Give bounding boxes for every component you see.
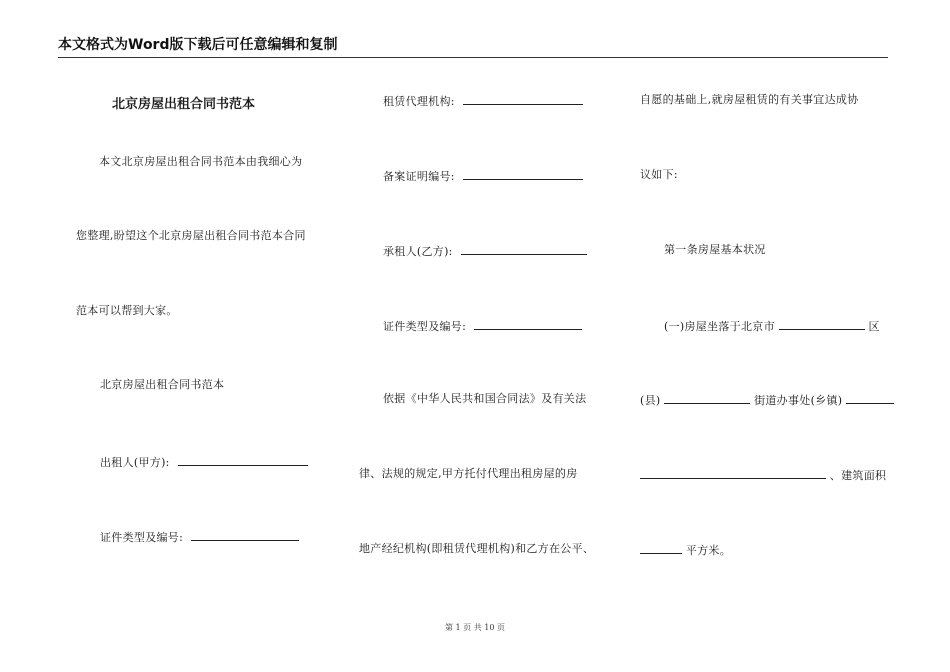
township-blank — [846, 392, 894, 404]
page-footer: 第 1 页 共 10 页 — [445, 623, 505, 632]
lessor-field — [100, 454, 308, 470]
location-a-label: (一)房屋坐落于北京市 — [664, 320, 775, 333]
intro-line-1: 本文北京房屋出租合同书范本由我细心为 — [99, 155, 303, 168]
street-blank — [664, 392, 750, 404]
location-a-end: 区 — [868, 320, 880, 333]
record-no-field — [383, 168, 583, 184]
cont-line-1: 自愿的基础上,就房屋租赁的有关事宜达成协 — [640, 93, 859, 106]
article-1-heading: 第一条房屋基本状况 — [664, 243, 766, 256]
district-blank — [779, 318, 865, 330]
location-line-a — [664, 318, 880, 334]
sqm-line — [640, 542, 731, 558]
lessee-field — [383, 243, 587, 259]
lessee-id-field — [383, 318, 582, 334]
area-line — [640, 467, 886, 483]
lessee-blank — [461, 243, 587, 255]
subtitle: 北京房屋出租合同书范本 — [100, 378, 225, 391]
agent-blank — [463, 93, 583, 105]
lessee-id-label: 证件类型及编号: — [383, 320, 467, 333]
agent-label: 租赁代理机构: — [383, 95, 455, 108]
location-b-label: (县) — [640, 394, 661, 407]
record-no-label: 备案证明编号: — [383, 170, 455, 183]
lessor-id-field — [100, 529, 299, 545]
location-line-b — [640, 392, 894, 408]
record-no-blank — [463, 168, 583, 180]
area-blank — [640, 542, 682, 554]
intro-line-2: 您整理,盼望这个北京房屋出租合同书范本合同 — [76, 229, 306, 242]
page-header: 本文格式为Word版下载后可任意编辑和复制 — [58, 34, 888, 58]
lessor-id-blank — [191, 529, 299, 541]
lessee-id-blank — [474, 318, 582, 330]
basis-line-3: 地产经纪机构(即租赁代理机构)和乙方在公平、 — [359, 542, 595, 555]
area-label: 、建筑面积 — [829, 469, 887, 482]
basis-line-1: 依据《中华人民共和国合同法》及有关法 — [383, 392, 587, 405]
lessee-label: 承租人(乙方): — [383, 245, 453, 258]
lessor-label: 出租人(甲方): — [100, 456, 170, 469]
cont-line-2: 议如下: — [640, 168, 678, 181]
agent-field — [383, 93, 583, 109]
address-blank — [640, 467, 826, 479]
intro-line-3: 范本可以帮到大家。 — [76, 304, 178, 317]
lessor-id-label: 证件类型及编号: — [100, 531, 184, 544]
basis-line-2: 律、法规的规定,甲方托付代理出租房屋的房 — [359, 467, 578, 480]
document-title: 北京房屋出租合同书范本 — [112, 97, 256, 112]
sqm-label: 平方米。 — [685, 544, 731, 557]
lessor-blank — [178, 454, 308, 466]
location-b-mid: 街道办事处(乡镇) — [754, 394, 843, 407]
